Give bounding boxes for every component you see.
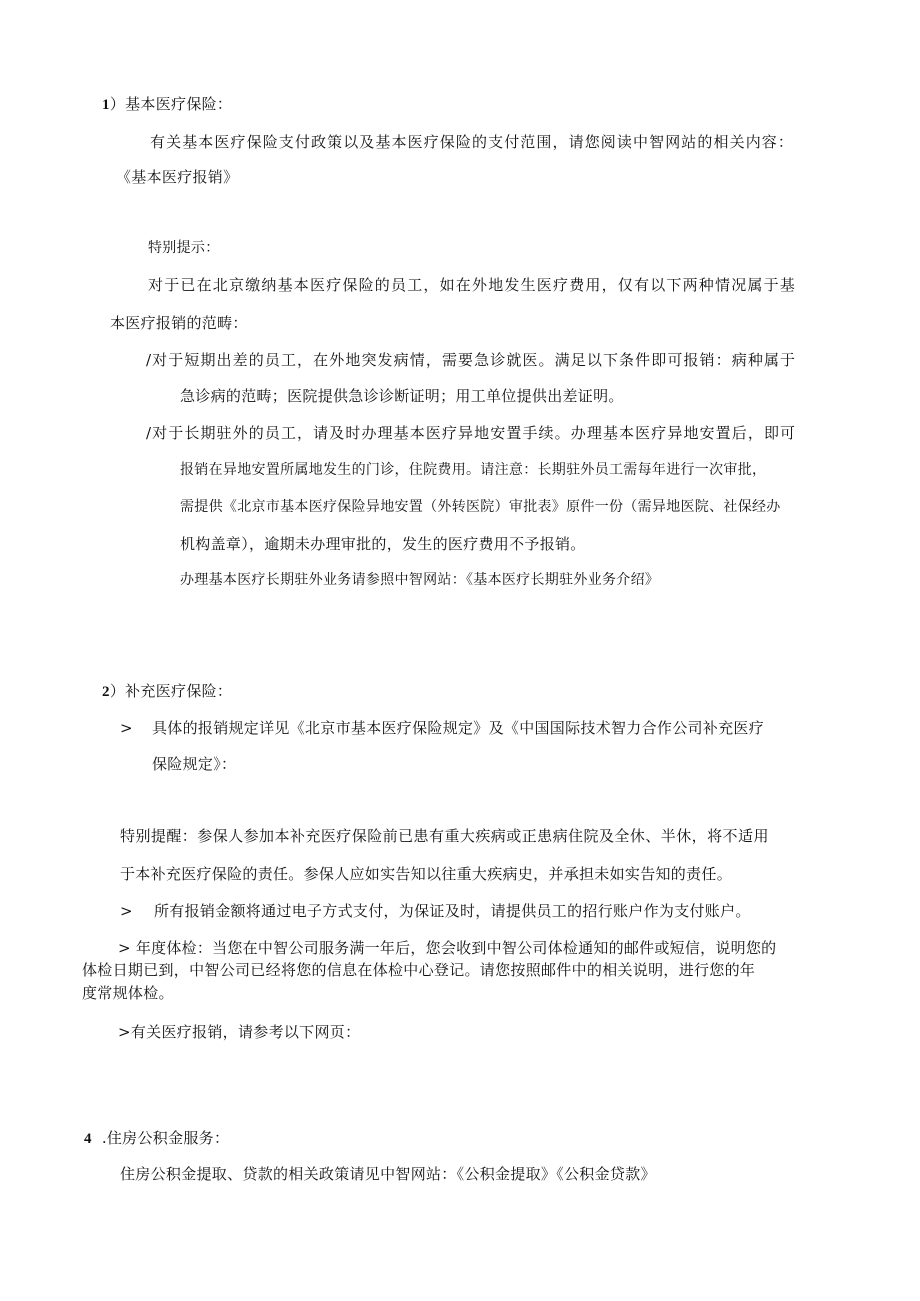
basic-medical-reimbursement-link[interactable]: 《基本医疗报销》 <box>116 168 239 186</box>
section1-notice-title: 特别提示： <box>148 240 220 256</box>
section1-heading <box>102 94 232 115</box>
section2-rule-text: 具体的报销规定详见《北京市基本医疗保险规定》及《中国国际技术智力合作公司补充医疗 <box>152 719 765 737</box>
section2-number: 2 <box>102 684 110 700</box>
section1-notice-line2: 本医疗报销的范畴： <box>110 314 248 332</box>
section1-heading-text: ）基本医疗保险： <box>109 95 233 113</box>
section2-reminder-line1: 特别提醒：参保人参加本补充医疗保险前已患有重大疾病或正患病住院及全休、半休，将不适用 <box>120 827 769 845</box>
section1-number: 1 <box>102 97 110 113</box>
section1-intro: 有关基本医疗保险支付政策以及基本医疗保险的支付范围，请您阅读中智网站的相关内容： <box>150 133 795 151</box>
section1-notice-line1: 对于已在北京缴纳基本医疗保险的员工，如在外地发生医疗费用，仅有以下两种情况属于基 <box>148 276 797 294</box>
section2-payment-text: 所有报销金额将通过电子方式支付，为保证及时，请提供员工的招行账户作为支付账户。 <box>154 902 751 920</box>
section4-heading <box>84 1128 229 1149</box>
section2-rule-line2: 保险规定》： <box>152 755 237 773</box>
section2-payment <box>120 901 751 921</box>
short-trip-case-line2: 急诊病的范畴；医院提供急诊诊断证明；用工单位提供出差证明。 <box>180 387 624 405</box>
section2-heading-text: ）补充医疗保险： <box>109 682 233 700</box>
bullet-marker: > <box>120 902 133 920</box>
medical-reimbursement-reference: >有关医疗报销，请参考以下网页： <box>118 1023 361 1041</box>
long-term-business-link[interactable]: 办理基本医疗长期驻外业务请参照中智网站：《基本医疗长期驻外业务介绍》 <box>180 572 660 588</box>
bullet-marker: > <box>120 719 133 737</box>
long-term-case-line3: 需提供《北京市基本医疗保险异地安置（外转医院）审批表》原件一份（需异地医院、社保经办 <box>180 499 781 515</box>
section2-reminder-line2: 于本补充医疗保险的责任。参保人应如实告知以往重大疾病史，并承担未如实告知的责任。 <box>120 865 733 883</box>
annual-checkup-line2: 体检日期已到，中智公司已经将您的信息在体检中心登记。请您按照邮件中的相关说明，进行您的年 <box>82 961 756 979</box>
annual-checkup-line1: > 年度体检：当您在中智公司服务满一年后，您会收到中智公司体检通知的邮件或短信，说明您的 <box>118 939 777 957</box>
section4-number: 4 <box>84 1131 92 1147</box>
annual-checkup-line3: 度常规体检。 <box>82 984 174 1002</box>
section4-heading-text: .住房公积金服务： <box>101 1129 230 1147</box>
section2-rule-line1 <box>120 718 764 738</box>
long-term-case-line4: 机构盖章），逾期未办理审批的，发生的医疗费用不予报销。 <box>180 535 586 553</box>
housing-fund-policy: 住房公积金提取、贷款的相关政策请见中智网站：《公积金提取》《公积金贷款》 <box>120 1165 656 1183</box>
short-trip-case-line1: /对于短期出差的员工，在外地突发病情，需要急诊就医。满足以下条件即可报销：病种属于 <box>146 351 797 369</box>
long-term-case-line2: 报销在异地安置所属地发生的门诊，住院费用。请注意：长期驻外员工需每年进行一次审批， <box>180 462 767 478</box>
section2-heading <box>102 681 232 702</box>
long-term-case-line1: /对于长期驻外的员工，请及时办理基本医疗异地安置手续。办理基本医疗异地安置后，即可 <box>146 424 797 442</box>
